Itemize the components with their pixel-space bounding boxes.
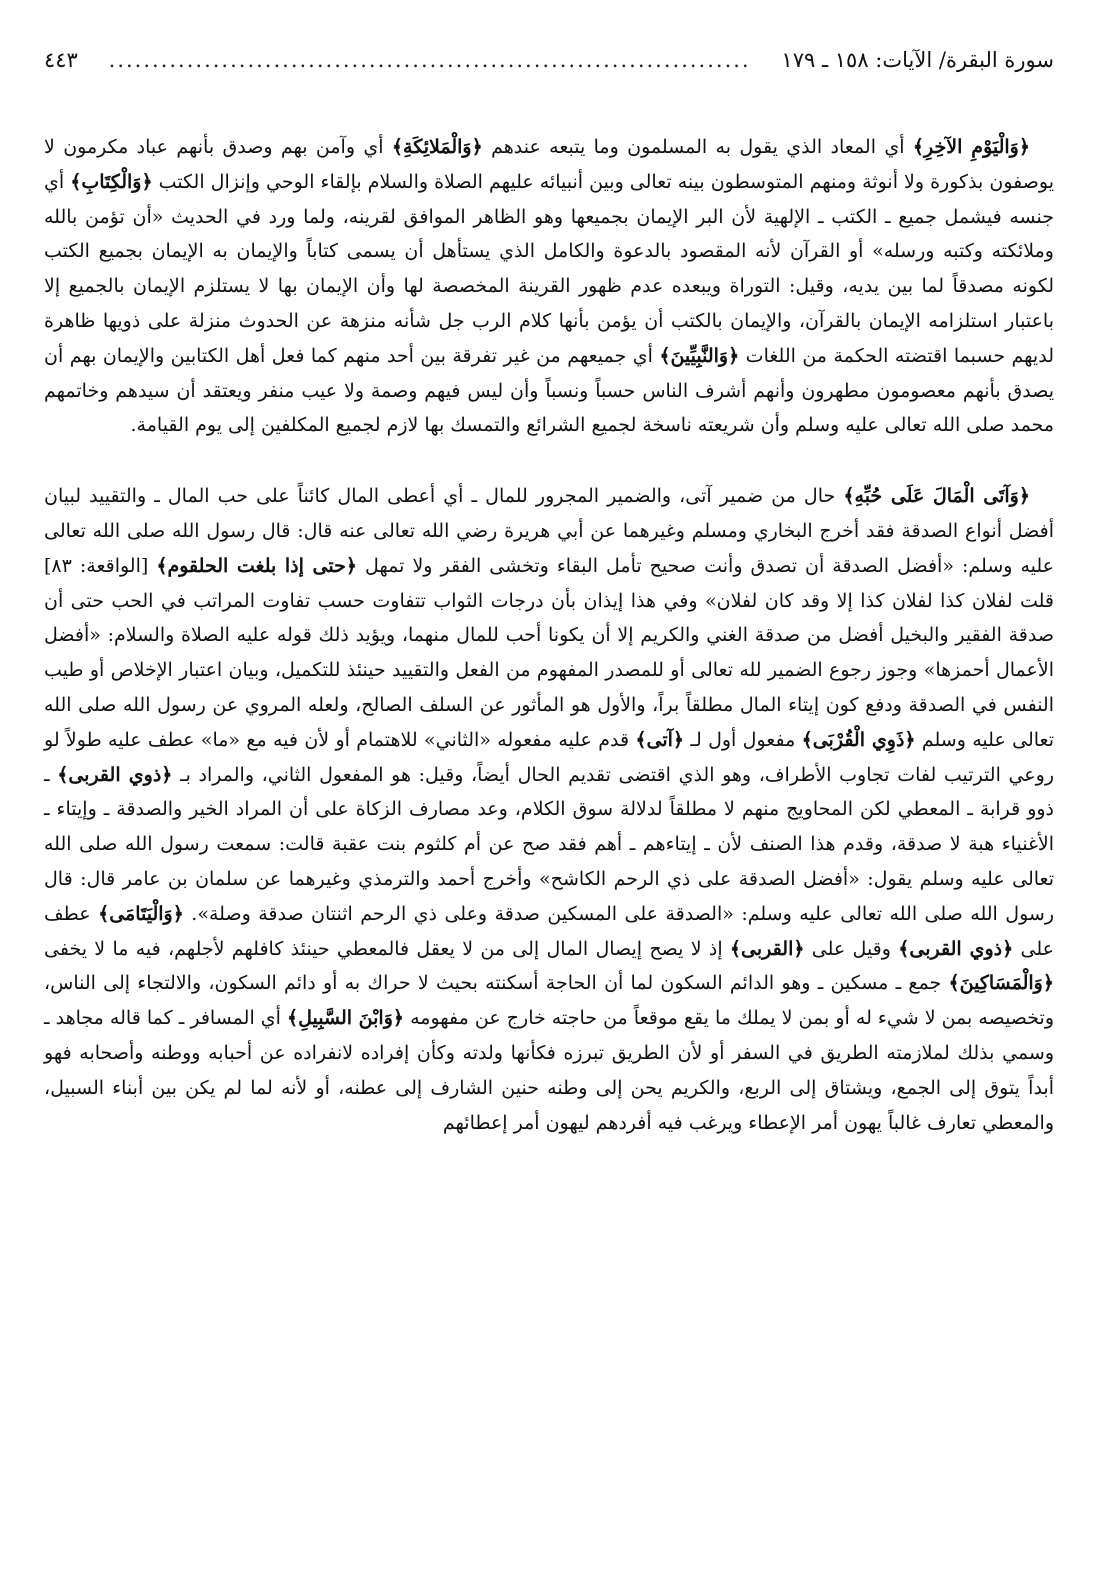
quran-quote: ﴿وَالنَّبِيِّينَ﴾ xyxy=(659,344,740,367)
quran-quote: ﴿آتى﴾ xyxy=(635,728,685,751)
quran-quote: ﴿وَالْيَتَامَى﴾ xyxy=(98,902,184,925)
running-header xyxy=(44,48,1054,88)
page-number: ٤٤٣ xyxy=(44,48,78,72)
commentary-text: أي المعاد الذي يقول به المسلمون وما يتبعه عندهم xyxy=(482,136,913,158)
quran-quote: ﴿وَالْمَلائِكَةِ﴾ xyxy=(391,136,483,158)
commentary-text: جمع ـ مسكين ـ وهو الدائم السكون لما أن الحاجة أسكنته بحيث لا حراك به أو دائم السكون، والالتجاء إلى الناس، وتخصيصه بمن لا شيء له أو بمن لا يملك ما يقع موقعاً من حاجته خارج عن مفهومه xyxy=(44,972,1055,1030)
quran-quote: ﴿القربى﴾ xyxy=(729,937,805,960)
quran-quote: ﴿ذَوِي الْقُرْبَى﴾ xyxy=(801,728,916,751)
commentary-text: أي وآمن بهم وصدق بأنهم عباد مكرمون لا يوصفون بذكورة ولا أنوثة ومنهم المتوسطون بينه تعالى وبين أنبيائه عليهم الصلاة والسلام بإلقاء الوحي وإنزال الكتب xyxy=(44,136,1054,193)
commentary-text: قدم عليه مفعوله «الثاني» للاهتمام أو لأن فيه مع «ما» عطف عليه طولاً لو روعي الترتيب لفات تجاوب الأطراف، وهو الذي اقتضى تقديم الحال أيضاً، وقيل: هو المفعول الثاني، والمراد بـ xyxy=(44,728,1054,786)
quran-quote: ﴿ذوي القربى﴾ xyxy=(57,763,173,786)
commentary-text: حال من ضمير آتى، والضمير المجرور للمال ـ أي أعطى المال كائناً على حب المال ـ والتقييد لبيان أفضل أنواع الصدقة فقد أخرج البخاري ومسلم وغيرهما عن أبي هريرة رضي الله تعالى عنه قال: قال رسول الله صلى الله تعالى عليه وسلم: «أفضل الصدقة أن تصدق وأنت صحيح تأمل البقاء وتخشى الفقر ولا تمهل xyxy=(44,485,1054,577)
book-page xyxy=(44,48,1054,1548)
commentary-text: مفعول أول لـ xyxy=(684,728,802,751)
quran-quote: ﴿وَالْيَوْمِ الآخِرِ﴾ xyxy=(912,136,1030,158)
quran-quote: ﴿ذوي القربى﴾ xyxy=(898,937,1014,960)
quran-quote: ﴿وَالْمَسَاكِينَ﴾ xyxy=(948,972,1054,995)
surah-title: سورة البقرة/ الآيات: ١٥٨ ـ ١٧٩ xyxy=(781,48,1054,72)
quran-quote: ﴿وَالْكِتَابِ﴾ xyxy=(70,170,153,193)
commentary-text: إذ لا يصح إيصال المال إلى من لا يعقل فالمعطي حينئذ كافلهم لأجلهم، فيه ما لا يخفى xyxy=(44,937,730,960)
commentary-text: عطف على xyxy=(44,902,1054,960)
quran-quote: ﴿وَابْنَ السَّبِيلِ﴾ xyxy=(287,1007,405,1030)
commentary-text: ـ ذوو قرابة ـ المعطي لكن المحاويج منهم لا مطلقاً لدلالة سوق الكلام، وعد مصارف الزكاة على أن المراد الخير والصدقة ـ وإيتاء ـ الأغنياء هبة لا صدقة، وقدم هذا الصنف لأن ـ إيتاءهم ـ أهم فقد صح عن أم كلثوم بنت عقبة قالت: سمعت رسول الله صلى الله تعالى عليه وسلم يقول: «أفضل الصدقة على ذي الرحم الكاشح» وأخرج أحمد والترمذي وغيرهما عن سلمان بن عامر قال: قال رسول الله صلى الله تعالى عليه وسلم: «الصدقة على المسكين صدقة وعلى ذي الرحم اثنتان صدقة وصلة». xyxy=(44,763,1055,925)
dot-leader: .......................................................................... xyxy=(108,48,751,72)
commentary-paragraph xyxy=(44,130,1054,443)
quran-quote: ﴿حتى إذا بلغت الحلقوم﴾ xyxy=(156,554,357,577)
commentary-text: [الواقعة: ٨٣] قلت لفلان كذا لفلان كذا إلا وقد كان لفلان» وفي هذا إيذان بأن درجات الثواب تتفاوت حسب تفاوت المراتب في الحب حتى أن صدقة الفقير والبخيل أفضل من صدقة الغني والكريم إلا أن يكونا أحب للمال منهما، ويؤيد ذلك قوله عليه الصلاة والسلام: «أفضل الأعمال أحمزها» وجوز رجوع الضمير لله تعالى أو للمصدر المفهوم من الفعل والتقييد حينئذ للتكميل، وبيان اعتبار الإخلاص أو طيب النفس في الصدقة ودفع كون إيتاء المال مطلقاً براً، والأول هو المأثور عن السلف الصالح، ولعله المروي عن رسول الله صلى الله تعالى عليه وسلم xyxy=(44,554,1054,751)
quran-quote: ﴿وَآتَى الْمَالَ عَلَى حُبِّهِ﴾ xyxy=(843,485,1030,508)
commentary-paragraph xyxy=(44,479,1054,1140)
commentary-text: وقيل على xyxy=(804,937,899,960)
commentary-text: أي المسافر ـ كما قاله مجاهد ـ وسمي بذلك لملازمته الطريق في السفر أو لأن الطريق تبرزه فكأنها ولدته وكأن إفراده لانفراده عن أحبابه ووطنه وأصحابه فهو أبداً يتوق إلى الجمع، ويشتاق إلى الربع، والكريم يحن إلى وطنه حنين الشارف إلى عطنه، أو لأنه لما لم يكن بين أبناء السبيل، والمعطي تعارف غالباً يهون أمر الإعطاء ويرغب فيه أفردهم ليهون أمر إعطائهم xyxy=(44,1007,1054,1134)
commentary-text: أي جنسه فيشمل جميع ـ الكتب ـ الإلهية لأن البر الإيمان بجميعها وهو الظاهر الموافق لقرينه، ولما ورد في الحديث «أن تؤمن بالله وملائكته وكتبه ورسله» أو القرآن لأنه المقصود بالدعوة والكامل الذي يستأهل أن يسمى كتاباً والإيمان به الإيمان بجميع الكتب لكونه مصدقاً لما بين يديه، وقيل: التوراة ويبعده عدم ظهور القرينة المخصصة لها وأن الإيمان بها لا يستلزم الإيمان بالجميع إلا باعتبار استلزامه الإيمان بالقرآن، والإيمان بالكتب أن يؤمن بأنها كلام الرب جل شأنه منزهة عن الحدوث منزلة على ذويها ظاهرة لديهم حسبما اقتضته الحكمة من اللغات xyxy=(44,170,1054,367)
commentary-text: أي جميعهم من غير تفرقة بين أحد منهم كما فعل أهل الكتابين والإيمان بهم أن يصدق بأنهم معصومون مطهرون وأنهم أشرف الناس حسباً ونسباً وأن ليس فيهم وصمة ولا عيب منفر ويعتقد أن سيدهم وخاتمهم محمد صلى الله تعالى عليه وسلم وأن شريعته ناسخة لجميع الشرائع والتمسك بها لازم لجميع المكلفين إلى يوم القيامة. xyxy=(44,344,1054,437)
